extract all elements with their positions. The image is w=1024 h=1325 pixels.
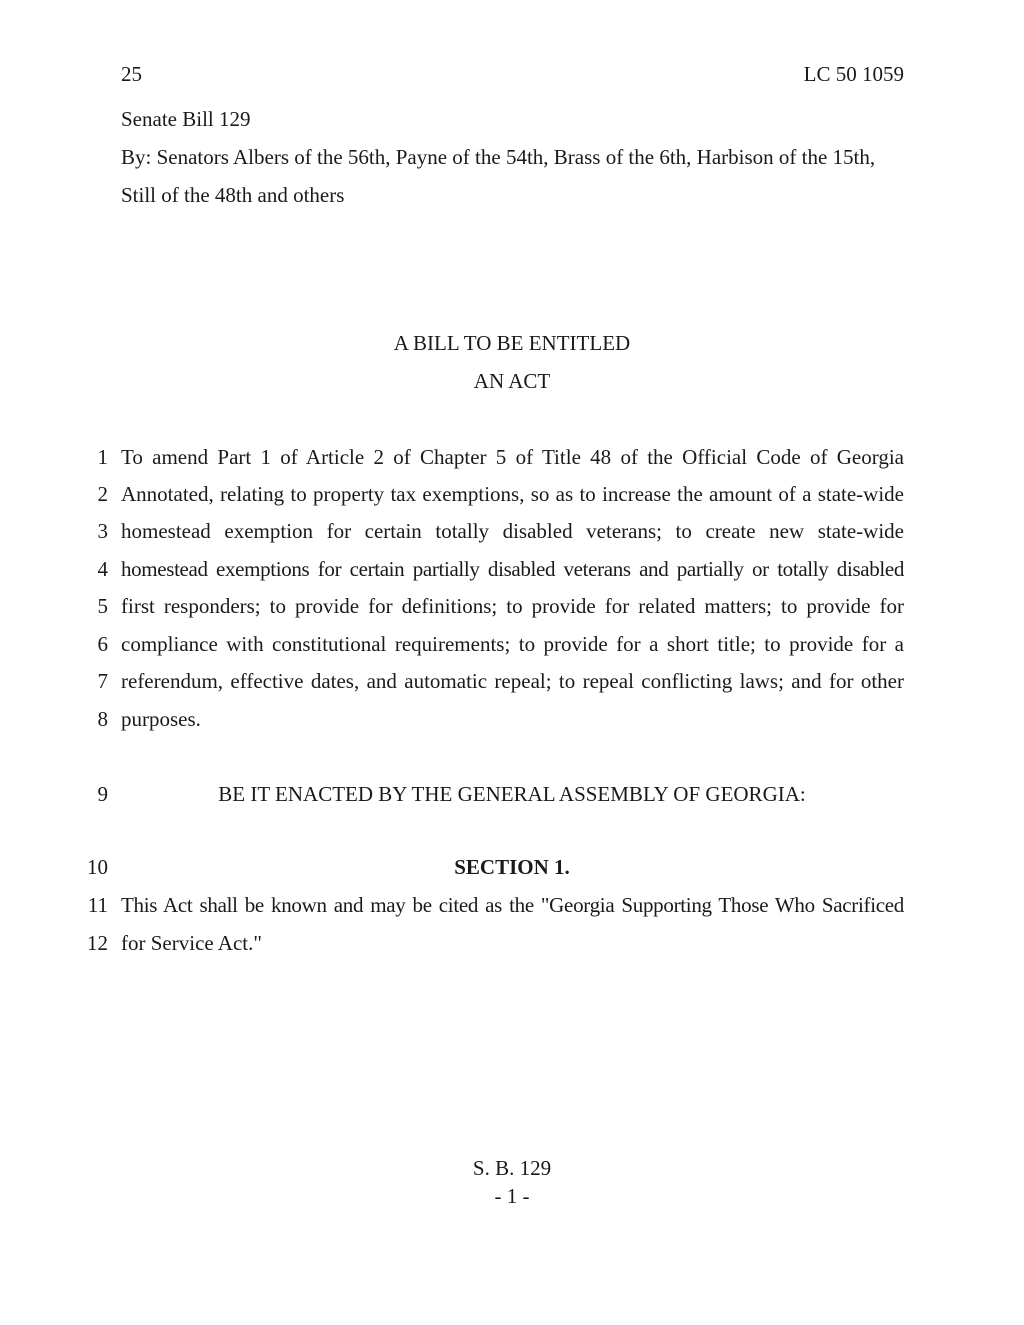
lc-number: LC 50 1059	[803, 62, 904, 86]
line-number: 7	[97, 669, 108, 693]
line-number: 9	[97, 782, 108, 806]
enacting-clause: BE IT ENACTED BY THE GENERAL ASSEMBLY OF GEORGIA:	[218, 782, 806, 806]
line-number: 4	[97, 557, 108, 581]
line-number: 1	[97, 445, 108, 469]
bill-number: Senate Bill 129	[121, 107, 251, 131]
body-line: purposes.	[121, 707, 201, 731]
body-line: first responders; to provide for definitions; to provide for related matters; to provide for	[121, 594, 904, 618]
body-line: for Service Act."	[121, 931, 262, 955]
body-line: To amend Part 1 of Article 2 of Chapter 5 of Title 48 of the Official Code of Georgia	[121, 445, 904, 469]
line-number: 12	[87, 931, 108, 955]
line-number: 5	[97, 594, 108, 618]
line-number: 2	[97, 482, 108, 506]
line-number: 3	[97, 519, 108, 543]
footer-page-number: - 1 -	[494, 1184, 530, 1208]
body-line: compliance with constitutional requirements; to provide for a short title; to provide for a	[121, 632, 904, 656]
bill-title-line-1: A BILL TO BE ENTITLED	[393, 331, 631, 355]
body-line: Annotated, relating to property tax exemptions, so as to increase the amount of a state-wide	[121, 482, 904, 506]
line-number: 6	[97, 632, 108, 656]
line-number: 10	[87, 855, 108, 879]
page-code: 25	[121, 62, 142, 86]
sponsors-line-2: Still of the 48th and others	[121, 183, 345, 207]
body-line: This Act shall be known and may be cited as the "Georgia Supporting Those Who Sacrificed	[121, 893, 904, 917]
body-line: homestead exemptions for certain partially disabled veterans and partially or totally disabled	[121, 557, 904, 581]
section-heading: SECTION 1.	[454, 855, 570, 879]
line-number: 11	[87, 893, 108, 917]
body-line: homestead exemption for certain totally disabled veterans; to create new state-wide	[121, 519, 904, 543]
line-number: 8	[97, 707, 108, 731]
footer-bill-ref: S. B. 129	[472, 1156, 552, 1180]
body-line: referendum, effective dates, and automatic repeal; to repeal conflicting laws; and for other	[121, 669, 904, 693]
bill-title-line-2: AN ACT	[473, 369, 551, 393]
sponsors-line-1: By: Senators Albers of the 56th, Payne of the 54th, Brass of the 6th, Harbison of the 15th,	[121, 145, 876, 169]
